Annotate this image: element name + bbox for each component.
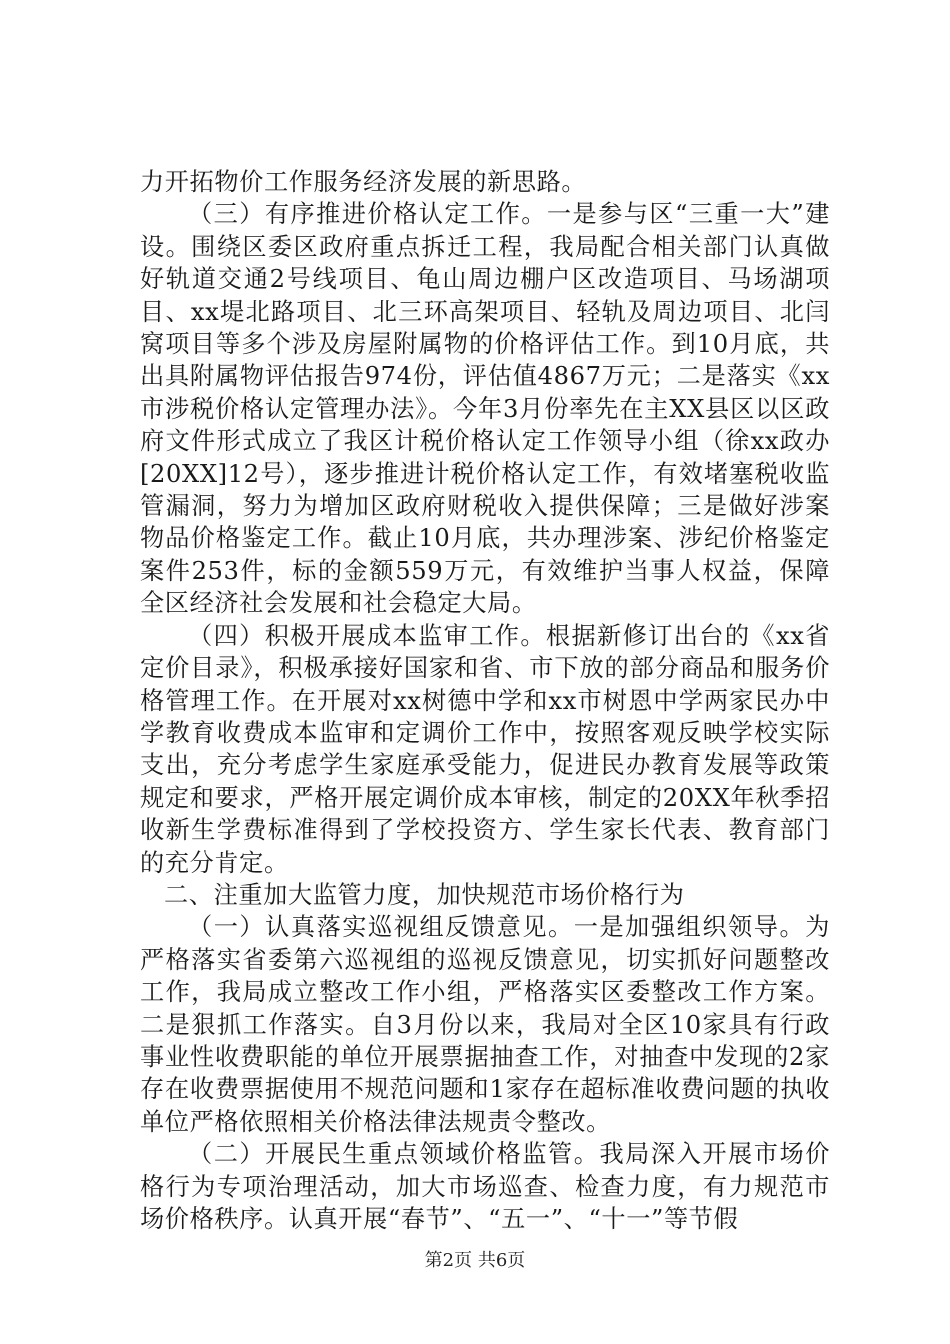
paragraph-livelihood-pricing: （二）开展民生重点领域价格监管。我局深入开展市场价格行为专项治理活动，加大市场巡查、检查力度，有力规范市场价格秩序。认真开展“春节”、“五一”、“十一”等节假 [140,1140,830,1233]
paragraph-cost-audit: （四）积极开展成本监审工作。根据新修订出台的《xx省定价目录》，积极承接好国家和省、市下放的部分商品和服务价格管理工作。在开展对xx树德中学和xx市树恩中学两家民办中学教育收费成本监审和定调价工作中，按照客观反映学校实际支出，充分考虑学生家庭承受能力，促进民办教育发展等政策规定和要求，严格开展定调价成本审核，制定的20XX年秋季招收新生学费标准得到了学校投资方、学生家长代表、教育部门的充分肯定。 [140,621,830,877]
page-footer: 第2页 共6页 [424,1250,526,1271]
paragraph-price-assessment: （三）有序推进价格认定工作。一是参与区“三重一大”建设。围绕区委区政府重点拆迁工程，我局配合相关部门认真做好轨道交通2号线项目、龟山周边棚户区改造项目、马场湖项目、xx堤北路项目、北三环高架项目、轻轨及周边项目、北闫窝项目等多个涉及房屋附属物的价格评估工作。到10月底，共出具附属物评估报告974份，评估值4867万元；二是落实《xx市涉税价格认定管理办法》。今年3月份率先在主XX县区以区政府文件形式成立了我区计税价格认定工作领导小组（徐xx政办[20XX]12号），逐步推进计税价格认定工作，有效堵塞税收监管漏洞，努力为增加区政府财税收入提供保障；三是做好涉案物品价格鉴定工作。截止10月底，共办理涉案、涉纪价格鉴定案件253件，标的金额559万元，有效维护当事人权益，保障全区经济社会发展和社会稳定大局。 [140,200,830,618]
document-body [140,166,830,1235]
paragraph-continuation: 力开拓物价工作服务经济发展的新思路。 [140,168,587,196]
paragraph-inspection-feedback: （一）认真落实巡视组反馈意见。一是加强组织领导。为严格落实省委第六巡视组的巡视反馈意见，切实抓好问题整改工作，我局成立整改工作小组，严格落实区委整改工作方案。二是狠抓工作落实。自3月份以来，我局对全区10家具有行政事业性收费职能的单位开展票据抽查工作，对抽查中发现的2家存在收费票据使用不规范问题和1家存在超标准收费问题的执收单位严格依照相关价格法律法规责令整改。 [140,913,830,1136]
section-heading: 二、注重加大监管力度，加快规范市场价格行为 [164,880,685,909]
